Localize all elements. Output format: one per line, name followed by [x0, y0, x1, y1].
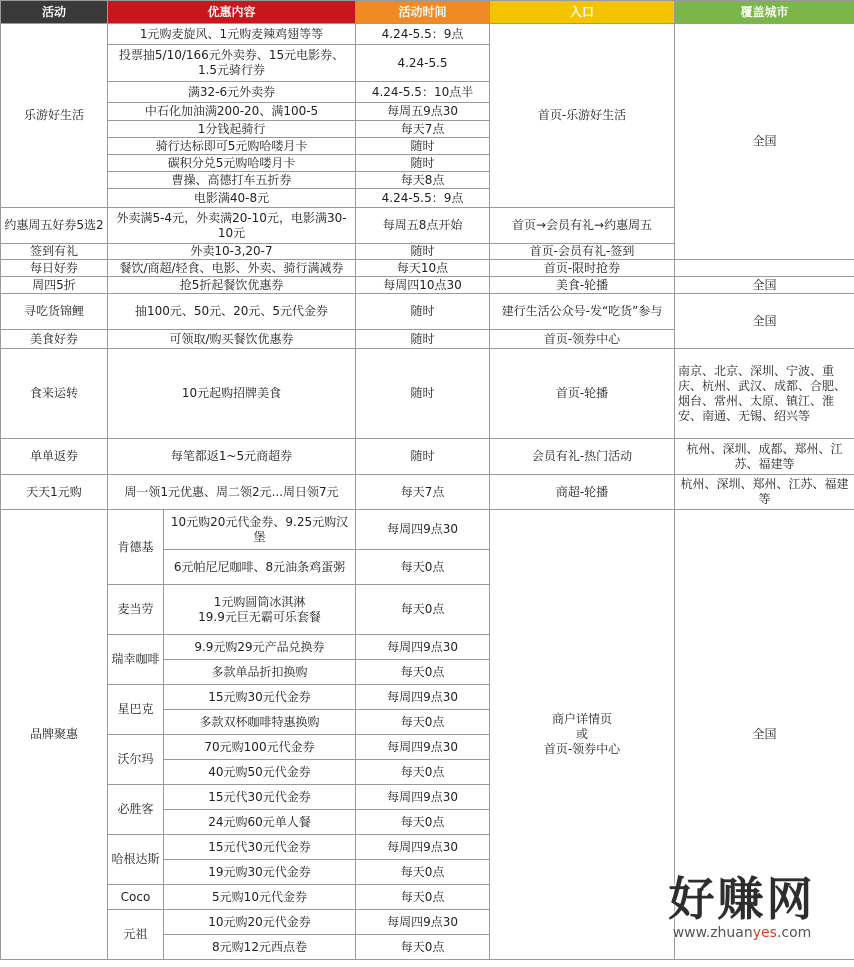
- offer-time: 随时: [356, 349, 490, 439]
- offer-content: 曹操、高德打车五折券: [108, 172, 356, 189]
- offer-content: 9.9元购29元产品兑换券: [164, 635, 356, 660]
- offer-time: 每天0点: [356, 860, 490, 885]
- offer-content: 电影满40-8元: [108, 189, 356, 208]
- offer-content: 抽100元、50元、20元、5元代金券: [108, 294, 356, 330]
- entry-path: 首页-领券中心: [490, 330, 675, 349]
- offer-content: 骑行达标即可5元购哈喽月卡: [108, 138, 356, 155]
- offer-content: 70元购100元代金券: [164, 735, 356, 760]
- offer-time: 每周四9点30: [356, 510, 490, 550]
- entry-path: 首页-会员有礼-签到: [490, 244, 675, 260]
- activity-name: 签到有礼: [1, 244, 108, 260]
- offer-content: 6元帕尼尼咖啡、8元油条鸡蛋粥: [164, 550, 356, 585]
- watermark-url-accent: yes: [752, 925, 777, 941]
- offer-time: 每天0点: [356, 660, 490, 685]
- offer-content: 周一领1元优惠、周二领2元...周日领7元: [108, 475, 356, 510]
- offer-content: 中石化加油满200-20、满100-5: [108, 103, 356, 121]
- entry-path: 建行生活公众号-发“吃货”参与: [490, 294, 675, 330]
- offer-content: 每笔都返1~5元商超券: [108, 439, 356, 475]
- offer-time: 随时: [356, 330, 490, 349]
- entry-path: 首页-轮播: [490, 349, 675, 439]
- coverage-city: 全国: [675, 277, 854, 294]
- activity-name: 寻吃货锦鲤: [1, 294, 108, 330]
- offer-content: 15元购30元代金券: [164, 685, 356, 710]
- offer-content: 可领取/购买餐饮优惠券: [108, 330, 356, 349]
- table-row: [1, 277, 854, 294]
- brand-name: 星巴克: [108, 685, 164, 735]
- entry-path: 会员有礼-热门活动: [490, 439, 675, 475]
- coverage-city: [675, 260, 854, 277]
- offer-time: 每周五8点开始: [356, 208, 490, 244]
- table-row: [1, 349, 854, 439]
- coverage-city: 全国: [675, 294, 854, 349]
- header-city: 覆盖城市: [675, 1, 854, 24]
- site-watermark: [642, 873, 842, 953]
- table-row: [1, 510, 854, 550]
- entry-path: 首页-限时抢券: [490, 260, 675, 277]
- entry-path: 商户详情页 或 首页-领券中心: [490, 510, 675, 960]
- brand-name: 元祖: [108, 910, 164, 960]
- offer-time: 每周四9点30: [356, 635, 490, 660]
- offer-content: 10元购20元代金券、9.25元购汉堡: [164, 510, 356, 550]
- entry-path: 首页→会员有礼→约惠周五: [490, 208, 675, 244]
- offer-time: 每周四9点30: [356, 735, 490, 760]
- offer-content: 1元购圆筒冰淇淋 19.9元巨无霸可乐套餐: [164, 585, 356, 635]
- offer-time: 4.24-5.5: [356, 45, 490, 82]
- offer-time: 每天7点: [356, 121, 490, 138]
- offer-time: 每天0点: [356, 760, 490, 785]
- entry-path: 商超-轮播: [490, 475, 675, 510]
- offer-time: 随时: [356, 138, 490, 155]
- offer-content: 24元购60元单人餐: [164, 810, 356, 835]
- header-activity: 活动: [1, 1, 108, 24]
- watermark-url: [642, 925, 842, 941]
- offer-time: 每天8点: [356, 172, 490, 189]
- offer-content: 15元代30元代金券: [164, 835, 356, 860]
- coverage-city: 全国: [675, 24, 854, 260]
- offer-content: 多款单品折扣换购: [164, 660, 356, 685]
- offer-time: 4.24-5.5：9点: [356, 189, 490, 208]
- offer-content: 15元代30元代金券: [164, 785, 356, 810]
- offer-content: 10元起购招牌美食: [108, 349, 356, 439]
- offer-time: 每周五9点30: [356, 103, 490, 121]
- header-entry: 入口: [490, 1, 675, 24]
- activity-name: 约惠周五好券5选2: [1, 208, 108, 244]
- header-time: 活动时间: [356, 1, 490, 24]
- offer-content: 满32-6元外卖券: [108, 82, 356, 103]
- brand-name: 麦当劳: [108, 585, 164, 635]
- activity-name: 美食好券: [1, 330, 108, 349]
- table-row: [1, 260, 854, 277]
- table-row: [1, 439, 854, 475]
- offer-content: 多款双杯咖啡特惠换购: [164, 710, 356, 735]
- offer-time: 4.24-5.5：10点半: [356, 82, 490, 103]
- offer-time: 每天0点: [356, 710, 490, 735]
- coverage-city: 杭州、深圳、成都、郑州、江苏、福建等: [675, 439, 854, 475]
- coverage-city: 杭州、深圳、郑州、江苏、福建等: [675, 475, 854, 510]
- offer-time: 随时: [356, 294, 490, 330]
- offer-content: 5元购10元代金券: [164, 885, 356, 910]
- offer-content: 1元购麦旋风、1元购麦辣鸡翅等等: [108, 24, 356, 45]
- offer-time: 每周四10点30: [356, 277, 490, 294]
- offer-time: 每天0点: [356, 935, 490, 960]
- activity-name: 周四5折: [1, 277, 108, 294]
- offer-content: 40元购50元代金券: [164, 760, 356, 785]
- header-row: [1, 1, 854, 24]
- offer-time: 每周四9点30: [356, 785, 490, 810]
- brand-name: 肯德基: [108, 510, 164, 585]
- offer-time: 每周四9点30: [356, 910, 490, 935]
- offer-time: 随时: [356, 439, 490, 475]
- offer-content: 8元购12元西点卷: [164, 935, 356, 960]
- offer-content: 1分钱起骑行: [108, 121, 356, 138]
- activity-name: 食来运转: [1, 349, 108, 439]
- offer-content: 10元购20元代金券: [164, 910, 356, 935]
- activity-name: 单单返券: [1, 439, 108, 475]
- offer-content: 19元购30元代金券: [164, 860, 356, 885]
- brand-name: 必胜客: [108, 785, 164, 835]
- offer-time: 每天7点: [356, 475, 490, 510]
- activity-name: 每日好券: [1, 260, 108, 277]
- brand-name: 沃尔玛: [108, 735, 164, 785]
- brand-name: Coco: [108, 885, 164, 910]
- brand-name: 哈根达斯: [108, 835, 164, 885]
- offer-content: 餐饮/商超/轻食、电影、外卖、骑行满减券: [108, 260, 356, 277]
- coverage-city: 全国: [675, 510, 854, 960]
- offer-time: 随时: [356, 155, 490, 172]
- header-content: 优惠内容: [108, 1, 356, 24]
- offer-time: 4.24-5.5：9点: [356, 24, 490, 45]
- entry-path: 首页-乐游好生活: [490, 24, 675, 208]
- offer-time: 每周四9点30: [356, 685, 490, 710]
- offer-content: 外卖10-3,20-7: [108, 244, 356, 260]
- table-row: [1, 24, 854, 45]
- offer-time: 随时: [356, 244, 490, 260]
- brand-name: 瑞幸咖啡: [108, 635, 164, 685]
- offer-time: 每天0点: [356, 885, 490, 910]
- table-row: [1, 475, 854, 510]
- offer-time: 每天10点: [356, 260, 490, 277]
- offer-content: 投票抽5/10/166元外卖券、15元电影券、1.5元骑行券: [108, 45, 356, 82]
- offer-time: 每天0点: [356, 810, 490, 835]
- offer-time: 每周四9点30: [356, 835, 490, 860]
- activity-name: 天天1元购: [1, 475, 108, 510]
- table-row: [1, 294, 854, 330]
- watermark-url-suffix: .com: [776, 925, 812, 941]
- offer-content: 碳积分兑5元购哈喽月卡: [108, 155, 356, 172]
- activity-name: 品牌聚惠: [1, 510, 108, 960]
- coverage-city: 南京、北京、深圳、宁波、重庆、杭州、武汉、成都、合肥、烟台、常州、太原、镇江、淮安、南通、无锡、绍兴等: [675, 349, 854, 439]
- watermark-url-prefix: www.zhuan: [672, 925, 753, 941]
- entry-path: 美食-轮播: [490, 277, 675, 294]
- watermark-logo-text: 好赚网: [668, 872, 816, 926]
- offer-time: 每天0点: [356, 550, 490, 585]
- offer-content: 外卖满5-4元，外卖满20-10元，电影满30-10元: [108, 208, 356, 244]
- offer-time: 每天0点: [356, 585, 490, 635]
- activity-name: 乐游好生活: [1, 24, 108, 208]
- offer-content: 抢5折起餐饮优惠券: [108, 277, 356, 294]
